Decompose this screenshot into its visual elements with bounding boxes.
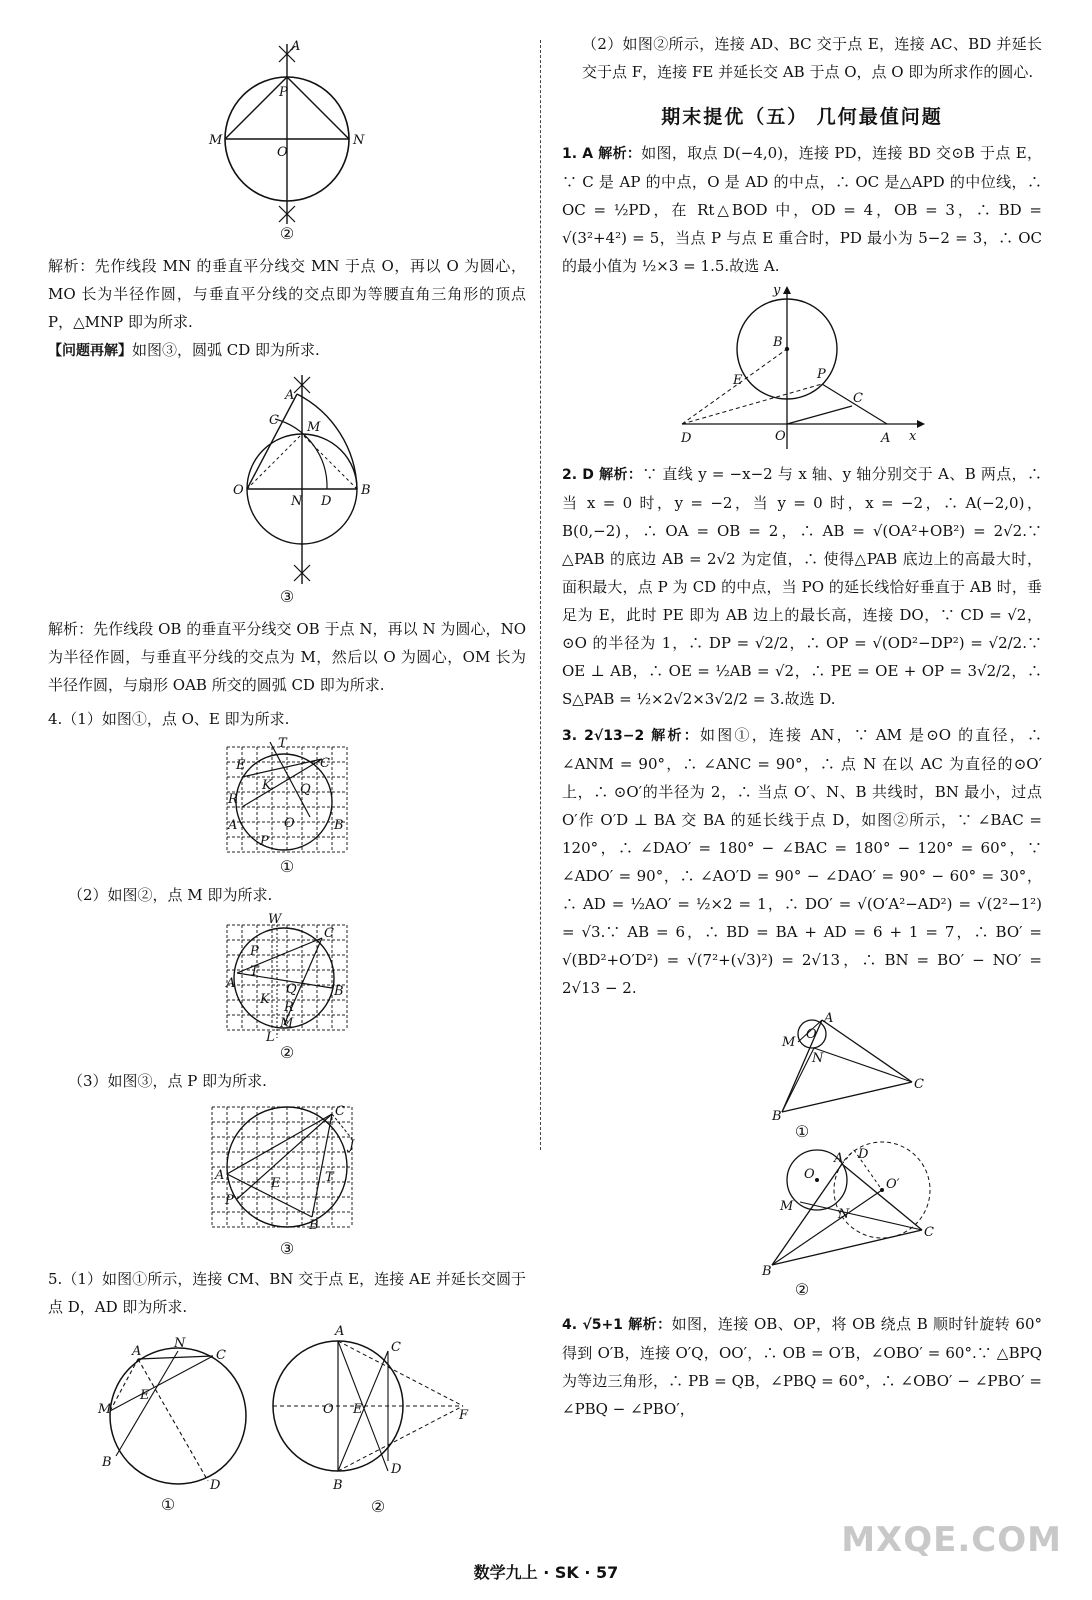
label-b: B — [773, 335, 783, 350]
label-c: C — [269, 413, 279, 428]
label-n: N — [353, 133, 365, 148]
label-b: B — [762, 1264, 772, 1279]
label-m: M — [98, 1402, 112, 1417]
label-t: T — [250, 964, 259, 979]
label-a: A — [824, 1011, 834, 1026]
label-n: N — [838, 1207, 850, 1222]
label-n: N — [174, 1336, 186, 1351]
figure-caption: ② — [794, 1280, 810, 1299]
label-p: P — [225, 1193, 234, 1208]
question-4-text: 如图，连接 OB、OP，将 OB 绕点 B 顺时针旋转 60°得到 O′B，连接 O′Q，OO′，∴ OB = O′B，∠OBO′ = 60°.∵ △BPQ 为等边三角形，∴ PB = QB，∠PBQ = 60°，∴ ∠OBO′ − ∠PBO′ = ∠PBQ − ∠PBO′， — [562, 1315, 1042, 1418]
label-c: C — [335, 1104, 345, 1119]
problem-revisit-tag: 【问题再解】 — [48, 343, 132, 359]
label-r: R — [228, 792, 238, 807]
label-o: O — [277, 145, 288, 160]
label-c: C — [391, 1340, 401, 1355]
label-b: B — [334, 818, 344, 833]
label-a: A — [215, 1168, 225, 1183]
label-d: D — [681, 431, 692, 446]
label-d: D — [391, 1462, 402, 1477]
label-p: P — [817, 367, 826, 382]
label-m: M — [782, 1035, 796, 1050]
grid-diagram-1 — [222, 737, 352, 857]
label-a: A — [335, 1324, 345, 1339]
figure-caption: ③ — [279, 587, 295, 606]
question-3-solution — [562, 721, 1042, 1002]
triangle-diagram-2 — [672, 1147, 934, 1280]
label-c: C — [914, 1077, 924, 1092]
label-p: P — [260, 834, 269, 849]
right-column — [562, 30, 1042, 1423]
label-k: K — [260, 992, 270, 1007]
label-o: O — [775, 429, 786, 444]
question-5-figures — [48, 1321, 526, 1516]
figure-triangle-mnp — [187, 34, 387, 244]
grid-figure-2 — [222, 913, 352, 1063]
label-a: A — [834, 1151, 844, 1166]
question-2-text: ∵ 直线 y = −x−2 与 x 轴、y 轴分别交于 A、B 两点，∴ 当 x = 0 时，y = −2，当 y = 0 时，x = −2，∴ A(−2,0)，B(0,−2)，∴ OA = OB = 2，∴ AB = √(OA²+OB²) = 2√2.∵ △PAB 的底边 AB = 2√2 为定值，∴ 使得△PAB 底边上的高最大时，面积最大，点 P 为 CD 的中点，当 PO 的延长线恰好垂直于 AB 时，垂足为 E，此时 PE 即为 AB 边上的最长高，连接 DO，∵ CD = √2，⊙O 的半径为 1，∴ DP = √2/2，∴ OP = √(OD²−DP²) = √2/2.∵ OE ⊥ AB，∴ OE = ½AB = √2，∴ PE = OE + OP = 3√2/2，∴ S△PAB = ½×2√2×3√2/2 = 3.故选 D. — [562, 465, 1042, 708]
question-1-figure — [677, 284, 927, 454]
label-c: C — [216, 1348, 226, 1363]
label-e: E — [236, 758, 246, 773]
label-o: O — [804, 1167, 815, 1182]
label-m: M — [280, 1016, 294, 1031]
figure-caption: ① — [279, 857, 295, 876]
label-o: O — [284, 816, 295, 831]
label-p: P — [250, 944, 259, 959]
grid-figure-3 — [207, 1099, 367, 1259]
label-j: J — [349, 1138, 355, 1153]
label-d: D — [858, 1147, 869, 1162]
label-b: B — [102, 1455, 112, 1470]
question-3-figure-1 — [672, 1012, 932, 1142]
label-m: M — [307, 420, 321, 435]
analysis-text: 解析：先作线段 OB 的垂直平分线交 OB 于点 N，再以 N 为圆心，NO 为半径作圆，与垂直平分线的交点为 M，然后以 O 为圆心，OM 长为半径作圆，与扇形 OAB 所交的圆弧 CD 即为所求. — [48, 620, 526, 694]
label-m: M — [209, 133, 223, 148]
label-o: O — [233, 483, 244, 498]
analysis-text: 解析：先作线段 MN 的垂直平分线交 MN 于点 O，再以 O 为圆心，MO 长为半径作圆，与垂直平分线的交点即为等腰直角三角形的顶点 P，△MNP 即为所求. — [48, 257, 526, 331]
label-f: F — [459, 1408, 469, 1423]
figure-5-1 — [88, 1331, 248, 1514]
problem-revisit-text: 如图③，圆弧 CD 即为所求. — [132, 341, 320, 359]
question-3-text: 如图①，连接 AN，∵ AM 是⊙O 的直径，∴ ∠ANM = 90°，∴ ∠ANC = 90°，∴ 点 N 在以 AC 为直径的⊙O′上，∴ ⊙O′的半径为 2，∴ 当点 O′、N、B 共线时，BN 最小，过点 O′作 O′D ⊥ BA 交 BA 的延长线于点 D，如图②所示，∵ ∠BAC = 120°，∴ ∠DAO′ = 180° − ∠BAC = 180° − 120° = 60°，∵ ∠ADO′ = 90°，∴ ∠AO′D = 90° − ∠DAO′ = 90° − 60° = 30°，∴ AD = ½AO′ = ½×2 = 1，∴ DO′ = √(O′A²−AD²) = √(2²−1²) = √3.∵ AB = 6，∴ BD = BA + AD = 6 + 1 = 7，∴ BO′ = √(BD²+O′D²) = √(7²+(√3)²) = 2√13，∴ BN = BO′ − NO′ = 2√13 − 2. — [562, 726, 1043, 997]
question-1-solution — [562, 139, 1042, 280]
label-e: E — [733, 373, 743, 388]
label-b: B — [309, 1218, 319, 1233]
label-c: C — [924, 1225, 934, 1240]
question-2-solution — [562, 460, 1042, 713]
problem-revisit — [48, 336, 526, 365]
circle-diagram-5-2 — [273, 1321, 483, 1493]
label-a: A — [226, 976, 236, 991]
label-b: B — [361, 483, 371, 498]
label-l: L — [266, 1030, 275, 1045]
figure-caption: ③ — [279, 1239, 295, 1258]
analysis-paragraph — [48, 252, 526, 336]
label-n: N — [291, 494, 303, 509]
label-d: D — [321, 494, 332, 509]
label-t: T — [278, 736, 287, 751]
label-c: C — [853, 391, 863, 406]
triangle-mnp-diagram — [187, 34, 387, 244]
question-5-part-1: 5.（1）如图①所示，连接 CM、BN 交于点 E，连接 AE 并延长交圆于点 D，AD 即为所求. — [48, 1270, 526, 1316]
label-t: T — [325, 1170, 334, 1185]
watermark: MXQE.COM — [841, 1520, 1062, 1560]
grid-diagram-2 — [222, 913, 352, 1043]
question-4-part-3: （3）如图③，点 P 即为所求. — [68, 1072, 267, 1090]
figure-sector-arc — [187, 369, 387, 609]
label-k: K — [262, 778, 272, 793]
label-a: A — [285, 388, 295, 403]
label-b: B — [334, 984, 344, 999]
question-4-tag: 4. √5+1 解析： — [562, 1317, 672, 1333]
figure-caption: ② — [370, 1497, 386, 1516]
figure-caption: ① — [160, 1495, 176, 1514]
label-w: W — [268, 912, 282, 927]
label-m: M — [780, 1199, 794, 1214]
label-q: Q — [286, 982, 297, 997]
question-3-figure-2 — [672, 1147, 934, 1300]
label-r: R — [284, 1000, 294, 1015]
coordinate-circle-diagram — [677, 284, 927, 454]
label-a: A — [228, 818, 238, 833]
figure-caption: ① — [794, 1122, 810, 1141]
label-y: y — [773, 283, 781, 298]
grid-figure-1 — [222, 737, 352, 877]
question-4-part-1: 4.（1）如图①，点 O、E 即为所求. — [48, 710, 290, 728]
label-o: O — [806, 1027, 817, 1042]
label-e: E — [271, 1176, 281, 1191]
label-q: Q — [300, 782, 311, 797]
label-c: C — [320, 756, 330, 771]
question-3-tag: 3. 2√13−2 解析： — [562, 728, 700, 744]
figure-5-2 — [273, 1321, 483, 1516]
label-x: x — [909, 429, 917, 444]
label-o: O — [323, 1402, 334, 1417]
question-1-text: 如图，取点 D(−4,0)，连接 PD，连接 BD 交⊙B 于点 E，∵ C 是 AP 的中点，O 是 AD 的中点，∴ OC 是△APD 的中位线，∴ OC = ½PD，在 Rt△BOD 中，OD = 4，OB = 3，∴ BD = √(3²+4²) = 5，当点 P 与点 E 重合时，PD 最小为 5−2 = 3，∴ OC 的最小值为 ½×3 = 1.5.故选 A. — [562, 144, 1042, 275]
label-b: B — [772, 1109, 782, 1124]
question-4-part-2: （2）如图②，点 M 即为所求. — [68, 886, 273, 904]
label-d: D — [210, 1478, 221, 1493]
label-e: E — [140, 1388, 150, 1403]
triangle-diagram-1 — [672, 1012, 932, 1122]
section-title: 期末提优（五） 几何最值问题 — [661, 106, 943, 128]
label-n: N — [812, 1051, 824, 1066]
sector-arc-diagram — [187, 369, 387, 609]
question-1-tag: 1. A 解析： — [562, 146, 642, 162]
figure-caption: ② — [279, 224, 295, 243]
analysis-paragraph — [48, 615, 526, 699]
label-a: A — [291, 39, 301, 54]
column-divider — [540, 40, 541, 1150]
label-a: A — [881, 431, 891, 446]
question-4-solution — [562, 1310, 1042, 1423]
grid-diagram-3 — [207, 1099, 367, 1239]
left-column — [48, 30, 526, 1516]
circle-diagram-5-1 — [88, 1331, 248, 1491]
label-a: A — [132, 1344, 142, 1359]
label-c: C — [324, 926, 334, 941]
page-footer: 数学九上 · SK · 57 — [473, 1563, 619, 1582]
figure-caption: ② — [279, 1043, 295, 1062]
label-e: E — [353, 1402, 363, 1417]
question-5-part-2: （2）如图②所示，连接 AD、BC 交于点 E，连接 AC、BD 并延长交于点 F，连接 FE 并延长交 AB 于点 O，点 O 即为所求作的圆心. — [582, 35, 1042, 81]
label-o-prime: O′ — [886, 1177, 900, 1192]
label-b: B — [333, 1478, 343, 1493]
question-2-tag: 2. D 解析： — [562, 467, 643, 483]
label-p: P — [279, 85, 288, 100]
